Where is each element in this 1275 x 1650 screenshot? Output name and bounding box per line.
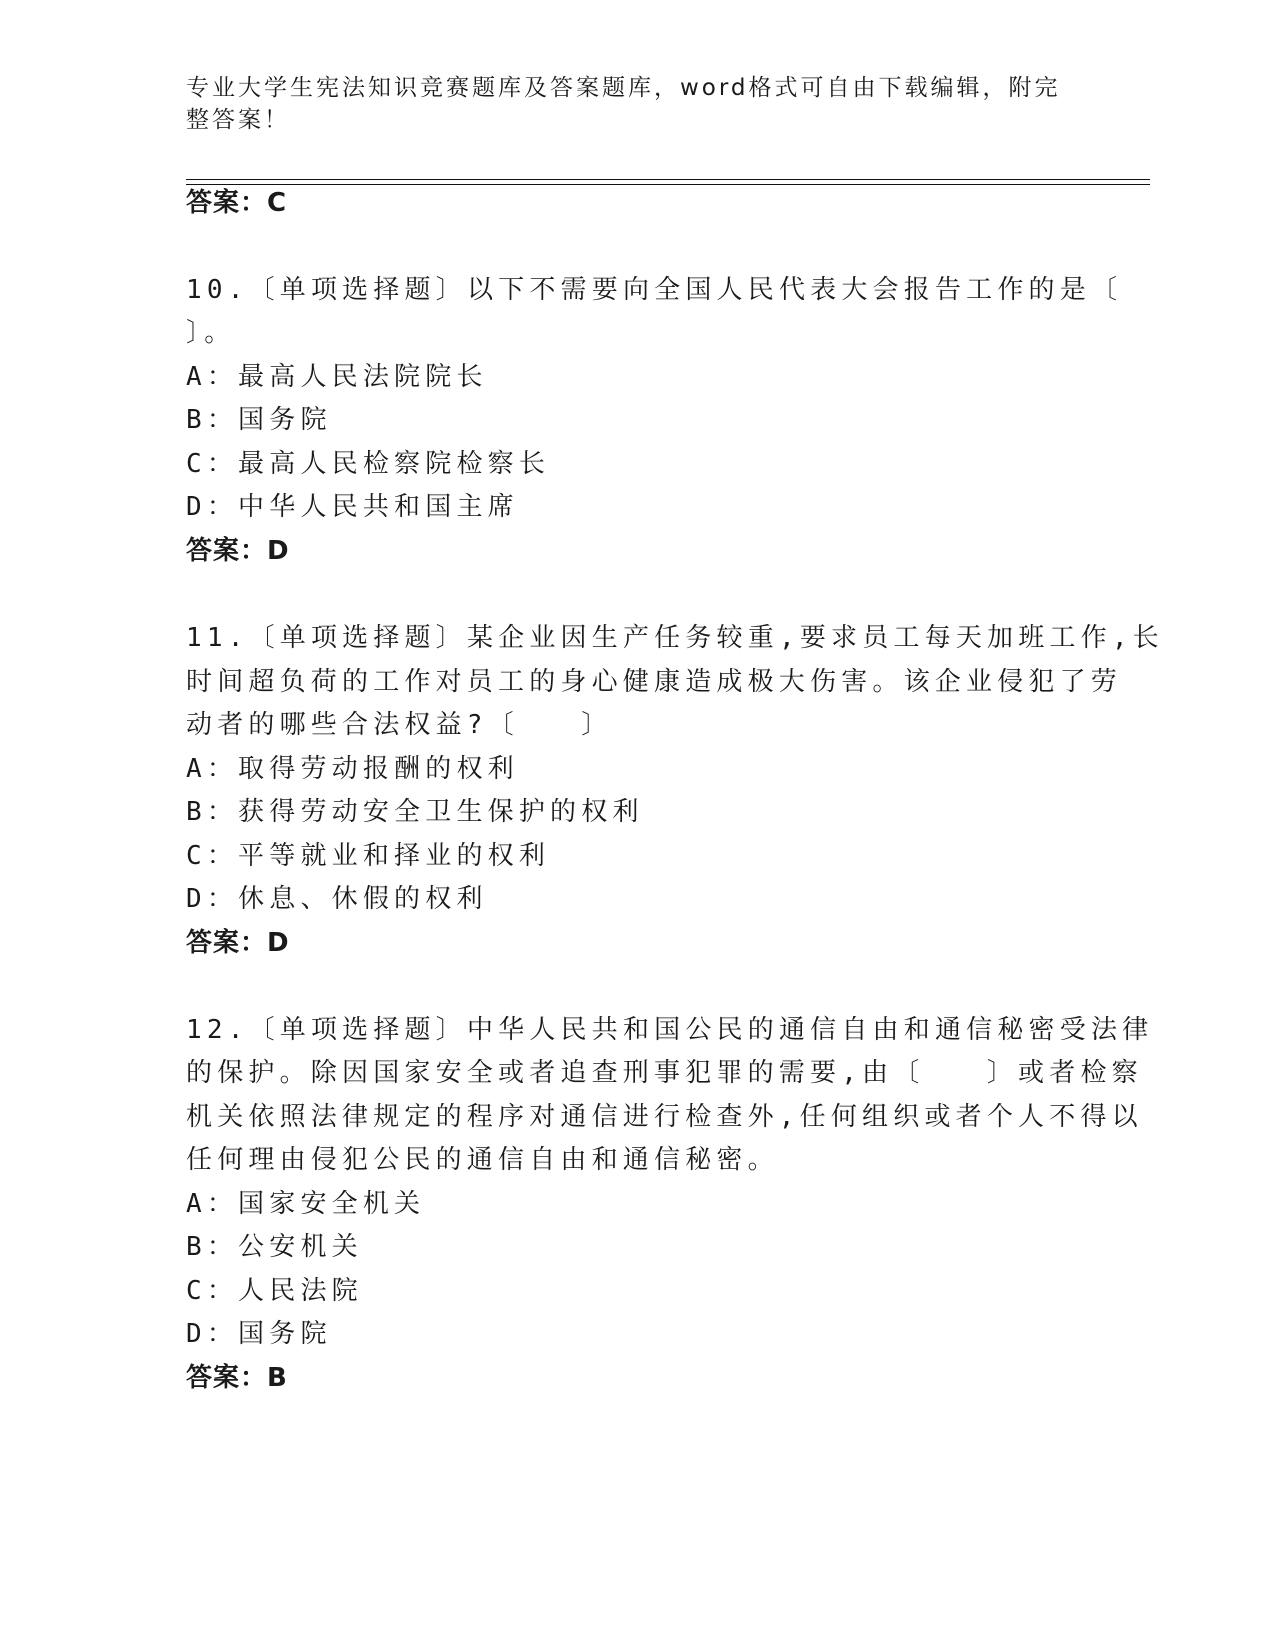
question-11-line-3: 动者的哪些合法权益?〔 〕: [186, 710, 613, 740]
question-10-line-1: 10.〔单项选择题〕以下不需要向全国人民代表大会报告工作的是〔: [186, 275, 1123, 305]
question-11-line-1: 11.〔单项选择题〕某企业因生产任务较重,要求员工每天加班工作,长: [186, 623, 1164, 653]
question-12-line-3: 机关依照法律规定的程序对通信进行检查外,任何组织或者个人不得以: [186, 1102, 1143, 1132]
question-12-option-a: A：国家安全机关: [186, 1189, 426, 1219]
question-12-answer: 答案：B: [186, 1363, 288, 1393]
question-11-option-d: D：休息、休假的权利: [186, 884, 488, 914]
previous-answer: 答案：C: [186, 188, 288, 218]
question-12-line-2: 的保护。除因国家安全或者追查刑事犯罪的需要,由〔 〕或者检察: [186, 1058, 1143, 1088]
header-divider-bottom: [186, 184, 1150, 185]
question-11-option-a: A：取得劳动报酬的权利: [186, 754, 519, 784]
question-10-option-b: B：国务院: [186, 405, 332, 435]
question-10-option-c: C：最高人民检察院检察长: [186, 449, 551, 479]
question-11-answer: 答案：D: [186, 928, 290, 958]
question-10-line-2: 〕。: [186, 318, 236, 348]
question-11-option-c: C：平等就业和择业的权利: [186, 841, 551, 871]
question-12-option-d: D：国务院: [186, 1319, 332, 1349]
question-10-answer: 答案：D: [186, 536, 290, 566]
question-10-option-d: D：中华人民共和国主席: [186, 492, 519, 522]
question-12-line-4: 任何理由侵犯公民的通信自由和通信秘密。: [186, 1145, 779, 1175]
question-11-option-b: B：获得劳动安全卫生保护的权利: [186, 797, 644, 827]
header-divider-top: [186, 179, 1150, 180]
document-header: 专业大学生宪法知识竞赛题库及答案题库，word格式可自由下载编辑，附完整答案！: [186, 75, 1061, 133]
question-12-option-b: B：公安机关: [186, 1232, 363, 1262]
question-12-option-c: C：人民法院: [186, 1276, 363, 1306]
question-11-line-2: 时间超负荷的工作对员工的身心健康造成极大伤害。该企业侵犯了劳: [186, 667, 1123, 697]
question-10-option-a: A：最高人民法院院长: [186, 362, 488, 392]
question-12-line-1: 12.〔单项选择题〕中华人民共和国公民的通信自由和通信秘密受法律: [186, 1015, 1154, 1045]
